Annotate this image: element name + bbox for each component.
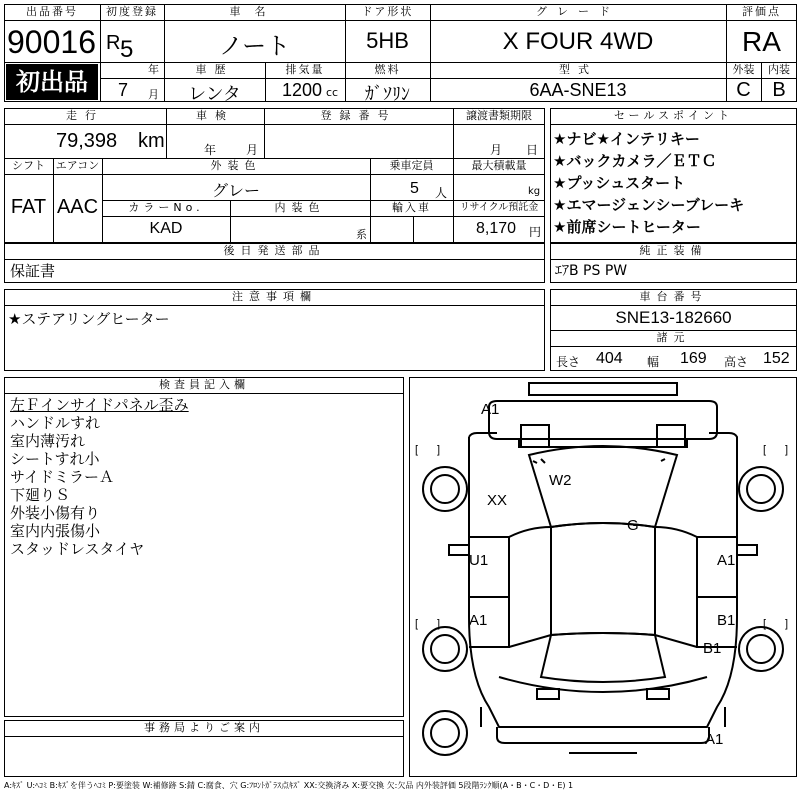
first-reg-label: 初度登録 <box>106 5 158 18</box>
mileage-label: 走行 <box>66 109 104 122</box>
caution-label: 注意事項欄 <box>232 290 317 303</box>
damage-mark: XX <box>487 492 508 509</box>
interior-color-unit: 系 <box>356 228 367 241</box>
recycle-value: 8,170 <box>476 220 517 237</box>
door-label: ドア形状 <box>361 5 414 18</box>
sales-point-list <box>553 128 797 238</box>
inspection-label: 車検 <box>196 109 234 122</box>
color-no-label: カラーNo. <box>128 201 204 214</box>
specs-block <box>4 108 545 243</box>
damage-mark: B1 <box>717 612 736 629</box>
height-label: 高さ <box>724 355 749 369</box>
damage-mark: A1 <box>705 731 724 748</box>
max-load-unit: kg <box>528 186 541 197</box>
inspector-notes <box>10 396 400 558</box>
later-parts-value: 保証書 <box>10 262 56 280</box>
inspector-note: 左Ｆインサイドパネル歪み <box>10 396 189 414</box>
interior-label: 内装 <box>768 63 790 76</box>
damage-mark: A1 <box>469 612 488 629</box>
width-value: 169 <box>680 350 707 367</box>
car-name: ノート <box>218 32 291 60</box>
inspection-year-unit: 年 <box>204 143 217 157</box>
ac-value: AAC <box>56 196 99 218</box>
capacity-value: 5 <box>410 180 419 197</box>
office-label: 事務局よりご案内 <box>144 721 264 734</box>
mileage-unit: km <box>138 130 165 152</box>
chassis-label: 車台番号 <box>639 290 708 303</box>
mileage-value: 79,398 <box>56 130 118 152</box>
displacement-unit: cc <box>326 86 339 99</box>
inspector-note: スタッドレスタイヤ <box>10 540 145 558</box>
grade-label: グレード <box>536 5 620 18</box>
caution-value: ★ステアリングヒーター <box>8 310 170 328</box>
recycle-label: リサイクル預託金 <box>459 202 539 213</box>
damage-mark: A1 <box>717 552 736 569</box>
sales-point-item: ★前席シートヒーター <box>553 218 701 236</box>
shift-label: シフト <box>12 159 45 172</box>
length-label: 長さ <box>556 355 581 369</box>
damage-mark: G <box>627 517 639 534</box>
sales-point-item: ★ナビ★インテリキー <box>553 130 700 148</box>
car-name-label: 車名 <box>229 5 280 18</box>
damage-mark: U1 <box>469 552 489 569</box>
score-label: 評価点 <box>742 5 781 18</box>
ac-label: エアコン <box>55 159 100 172</box>
interior-grade: B <box>772 79 786 101</box>
first-listing-badge: 初出品 <box>6 64 98 100</box>
chassis-value: SNE13-182660 <box>615 308 732 327</box>
transfer-label: 譲渡書類期限 <box>466 109 532 122</box>
damage-mark: B1 <box>703 640 722 657</box>
svg-text:]: ] <box>437 618 441 630</box>
reg-year: 5 <box>120 36 134 63</box>
capacity-label: 乗車定員 <box>389 159 434 172</box>
length-value: 404 <box>596 350 623 367</box>
max-load-label: 最大積載量 <box>471 159 527 172</box>
dims-label: 諸元 <box>656 331 691 344</box>
svg-text:[: [ <box>415 618 419 630</box>
shift-value: FAT <box>10 196 47 218</box>
inspector-note: 室内薄汚れ <box>10 432 86 450</box>
inspection-month-unit: 月 <box>246 143 259 157</box>
color-label: 外装色 <box>210 159 262 172</box>
inspector-note: 室内内張傷小 <box>10 522 101 540</box>
damage-mark: A1 <box>481 401 500 418</box>
inspector-note: 下廻りＳ <box>10 486 71 504</box>
history-value: レンタ <box>188 84 241 105</box>
era: R <box>106 32 121 54</box>
recycle-unit: 円 <box>529 225 542 239</box>
exterior-grade: C <box>736 79 751 101</box>
svg-text:[: [ <box>763 618 767 630</box>
lot-label: 出品番号 <box>26 5 78 18</box>
width-label: 幅 <box>647 355 660 369</box>
model-value: 6AA-SNE13 <box>529 80 627 100</box>
legend: A:ｷｽﾞ U:ﾍｺﾐ B:ｷｽﾞを伴うﾍｺﾐ P:要塗装 W:補修跡 S:錆 C:腐食、穴 G:ﾌﾛﾝﾄｶﾞﾗｽ点ｷｽﾞ XX:交換済み X:要交換 欠:欠品 内外装評価 5段階ﾗﾝｸ順(A・B・C・D・E) 1 <box>4 781 574 790</box>
sales-point-item: ★エマージェンシーブレーキ <box>553 196 745 214</box>
inspector-note: ハンドルすれ <box>10 414 101 432</box>
later-parts-label: 後日発送部品 <box>223 244 326 257</box>
equipment-value: ｴｱB PS PW <box>555 263 628 279</box>
exterior-label: 外装 <box>732 63 755 76</box>
inspector-label: 検査員記入欄 <box>159 378 249 391</box>
reg-month: 7 <box>118 80 129 100</box>
svg-text:]: ] <box>785 618 789 630</box>
color-no-value: KAD <box>149 220 183 237</box>
score-value: RA <box>742 26 781 57</box>
reg-no-label: 登録番号 <box>320 109 397 122</box>
lot-number: 90016 <box>7 24 96 60</box>
svg-text:[: [ <box>415 444 419 456</box>
fuel-value: ｶﾞｿﾘﾝ <box>365 84 410 105</box>
svg-text:]: ] <box>437 444 441 456</box>
history-label: 車歴 <box>195 63 234 76</box>
import-label: 輸入車 <box>392 201 431 214</box>
color-value: グレー <box>211 181 260 200</box>
month-unit: 月 <box>148 88 159 101</box>
transfer-day-unit: 日 <box>526 143 539 157</box>
sales-point-item: ★プッシュスタート <box>553 174 686 192</box>
inspector-note: シートすれ小 <box>10 450 100 468</box>
transfer-month-unit: 月 <box>490 143 503 157</box>
car-damage-diagram <box>409 377 797 777</box>
door-value: 5HB <box>366 28 409 53</box>
displacement-value: 1200 <box>282 80 323 100</box>
capacity-unit: 人 <box>435 186 448 200</box>
model-label: 型式 <box>559 63 597 76</box>
equipment-label: 純正装備 <box>639 244 708 257</box>
height-value: 152 <box>763 350 790 367</box>
year-unit: 年 <box>148 63 159 76</box>
inspector-note: 外装小傷有り <box>10 504 101 522</box>
interior-color-label: 内装色 <box>274 201 326 214</box>
svg-text:[: [ <box>763 444 767 456</box>
damage-mark: W2 <box>549 472 572 489</box>
fuel-label: 燃料 <box>374 63 401 76</box>
inspector-note: サイドミラーＡ <box>10 468 114 486</box>
grade-value: X FOUR 4WD <box>502 28 654 55</box>
displacement-label: 排気量 <box>285 63 325 76</box>
sales-point-item: ★バックカメラ／ＥＴＣ <box>553 152 717 170</box>
svg-text:]: ] <box>785 444 789 456</box>
sales-point-label: セールスポイント <box>613 109 733 122</box>
